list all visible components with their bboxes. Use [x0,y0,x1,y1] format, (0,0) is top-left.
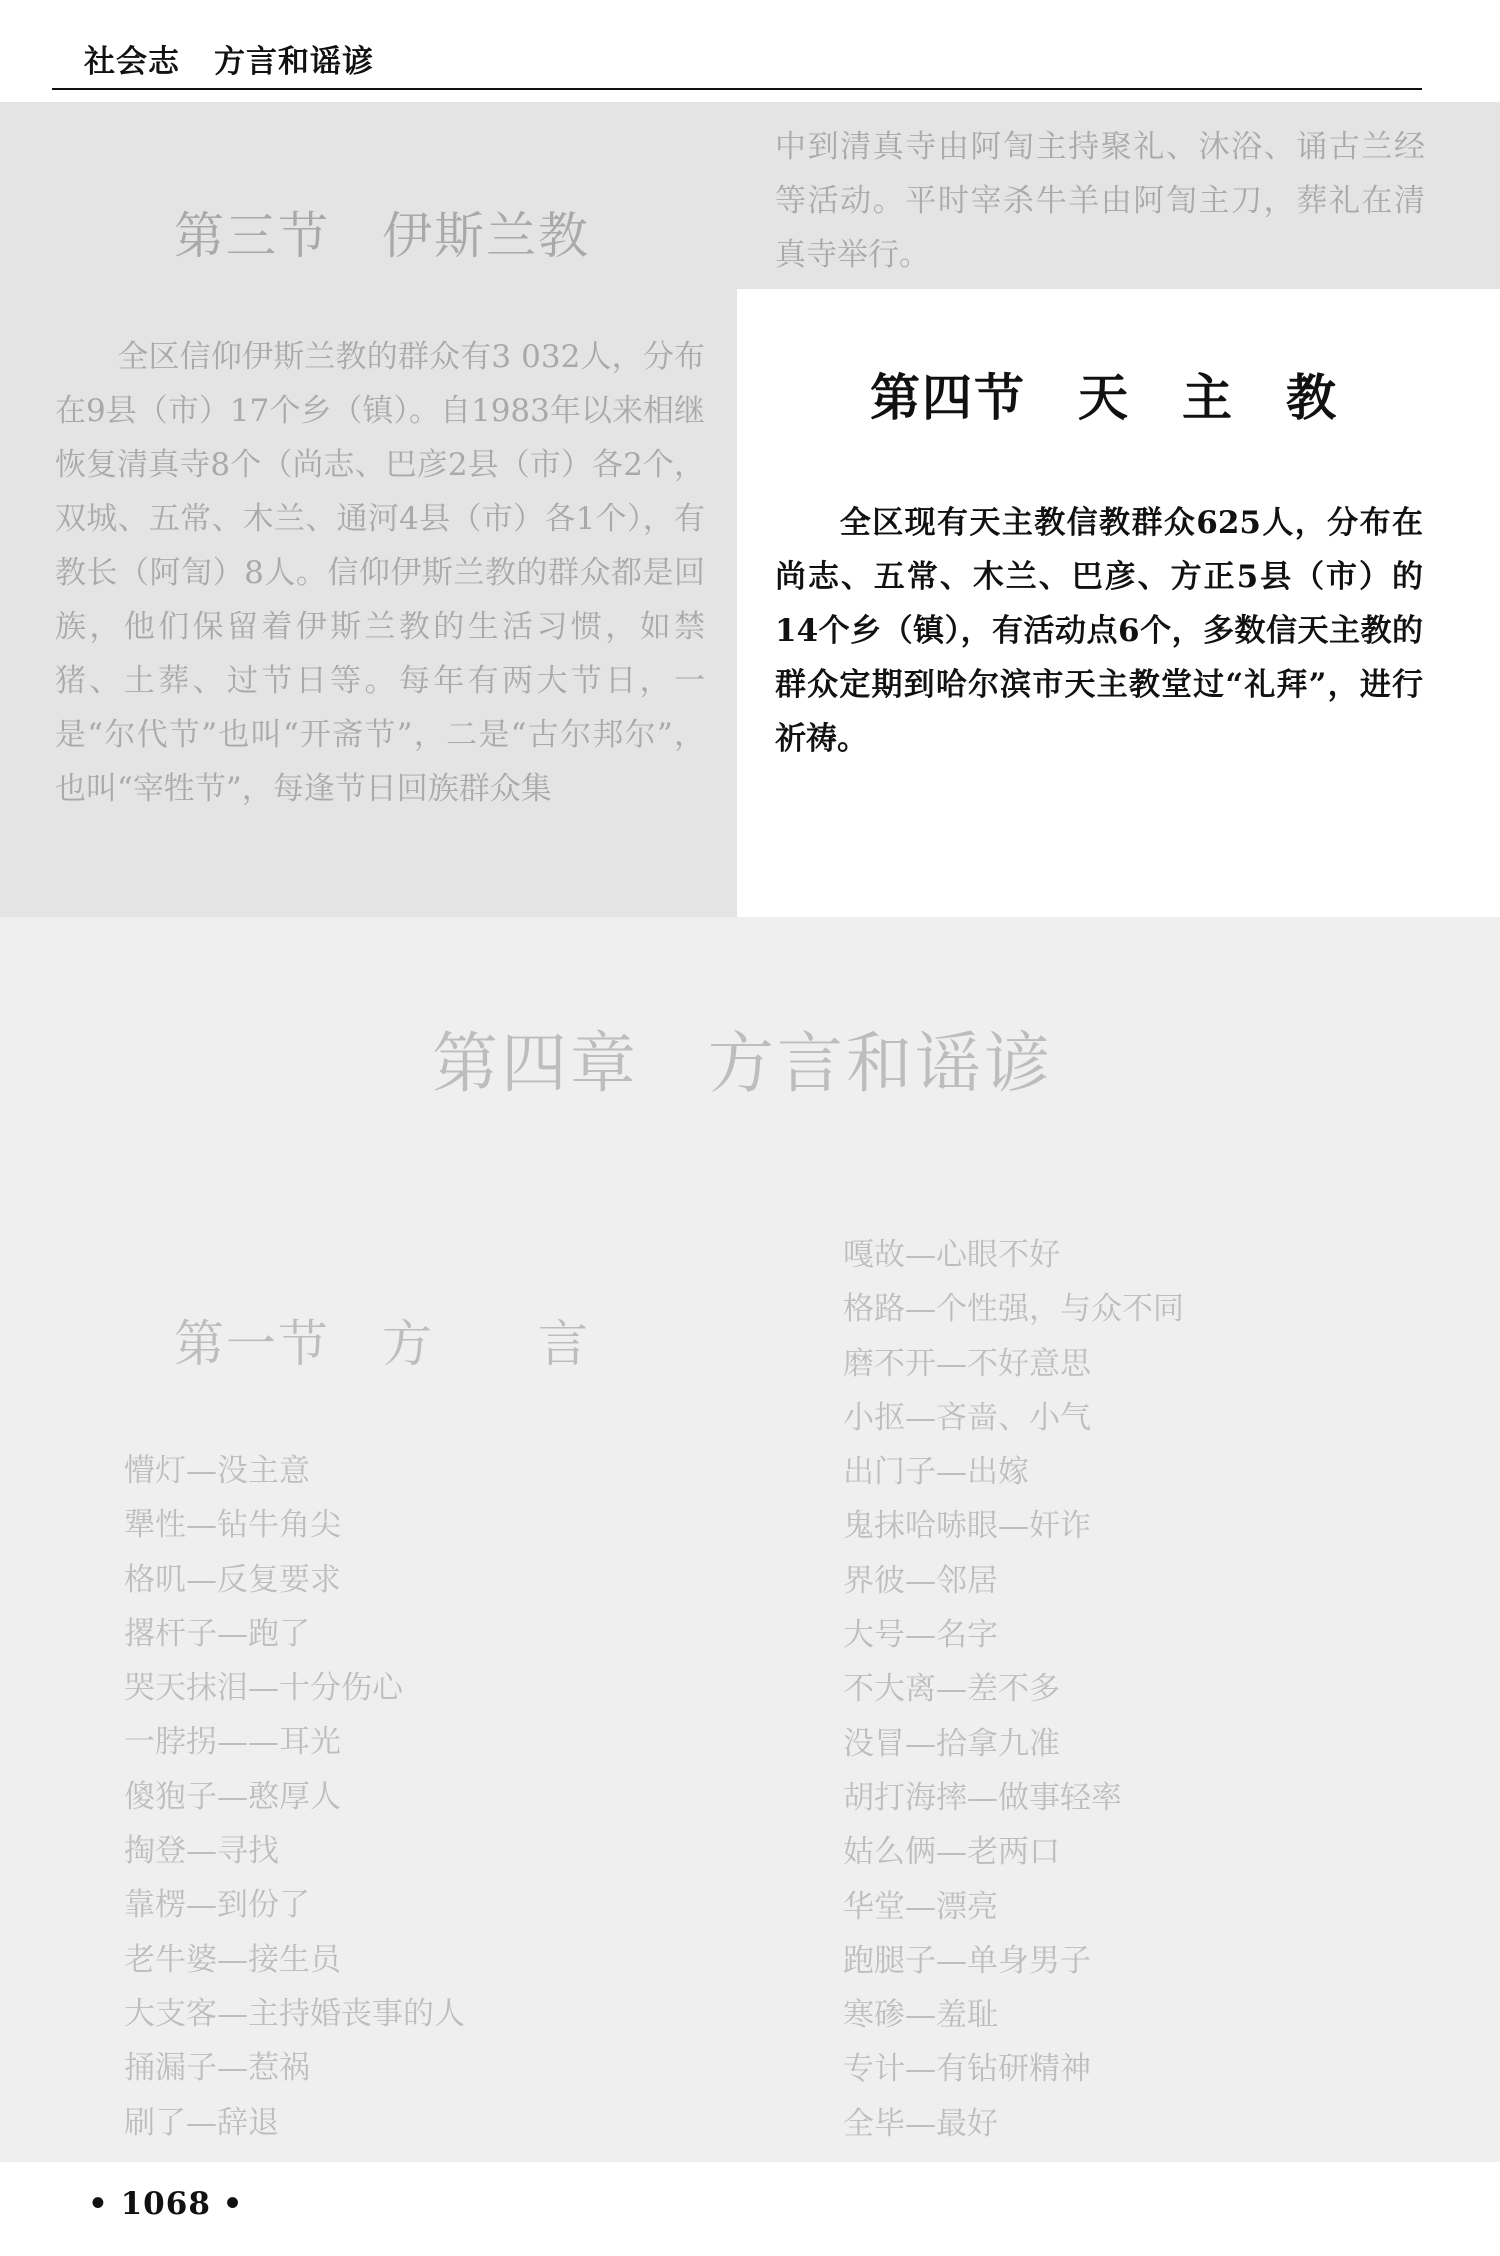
dialect-list-left [124,1444,465,2150]
dialect-entry: 犟性—钻牛角尖 [124,1507,341,1544]
section-body-catholic: 全区现有天主教信教群众625人，分布在尚志、五常、木兰、巴彦、方正5县（市）的14个乡（镇），有活动点6个，多数信天主教的群众定期到哈尔滨市天主教堂过“礼拜”，进行祈祷。 [775,505,1423,757]
dialect-entry: 哭天抹泪—十分伤心 [124,1670,403,1707]
dialect-entry: 跑腿子—单身男子 [843,1942,1091,1979]
dialect-entry: 磨不开—不好意思 [843,1345,1091,1382]
dialect-list-right [843,1228,1184,2151]
header-rule [52,88,1422,90]
dialect-entry: 大支客—主持婚丧事的人 [124,1995,465,2032]
running-header [84,36,374,81]
dialect-entry: 格路—个性强，与众不同 [843,1291,1184,1328]
dialect-entry: 胡打海摔—做事轻率 [843,1779,1122,1816]
dialect-entry: 全毕—最好 [843,2105,998,2142]
dialect-entry: 格叽—反复要求 [124,1561,341,1598]
dialect-entry: 小抠—吝啬、小气 [843,1399,1091,1436]
chapter-title: 第四章 方言和谣谚 [432,1025,1053,1102]
header-book-title: 社会志 [84,44,180,80]
header-chapter-title: 方言和谣谚 [214,44,374,80]
dialect-entry: 出门子—出嫁 [843,1454,1029,1491]
dialect-entry: 姑么俩—老两口 [843,1834,1060,1871]
section-body-islam-continuation: 中到清真寺由阿訇主持聚礼、沐浴、诵古兰经等活动。平时宰杀牛羊由阿訇主刀，葬礼在清真寺举行。 [775,129,1425,273]
dialect-entry: 大号—名字 [843,1617,998,1654]
dialect-entry: 捅漏子—惹祸 [124,2050,310,2087]
section-title-dialect: 第一节 方 言 [174,1315,590,1373]
section-body-islam: 全区信仰伊斯兰教的群众有3 032人，分布在9县（市）17个乡（镇）。自1983年以来相继恢复清真寺8个（尚志、巴彦2县（市）各2个，双城、五常、木兰、通河4县（市）各1个），有教长（阿訇）8人。信仰伊斯兰教的群众都是回族，他们保留着伊斯兰教的生活习惯，如禁猪、土葬、过节日等。每年有两大节日，一是“尔代节”也叫“开斋节”，二是“古尔邦尔”，也叫“宰牲节”，每逢节日回族群众集 [55,339,705,807]
dialect-entry: 懵灯—没主意 [124,1453,310,1489]
dialect-entry: 华堂—漂亮 [843,1888,998,1925]
dialect-entry: 傻狍子—憨厚人 [124,1778,341,1815]
dialect-entry: 靠楞—到份了 [124,1887,310,1924]
section-title-catholic: 第四节 天 主 教 [870,368,1338,427]
page-number: • 1068 • [88,2186,244,2222]
dialect-entry: 不大离—差不多 [843,1671,1060,1708]
dialect-entry: 专计—有钻研精神 [843,2051,1091,2088]
dialect-entry: 界彼—邻居 [843,1562,998,1599]
dialect-entry: 鬼抹哈哧眼—奸诈 [843,1508,1091,1545]
dialect-entry: 掏登—寻找 [124,1833,279,1870]
dialect-entry: 寒碜—羞耻 [843,1997,998,2034]
dialect-entry: 嘎故—心眼不好 [843,1237,1060,1273]
dialect-entry: 刷了—辞退 [124,2104,279,2141]
dialect-entry: 没冒—拾拿九准 [843,1725,1060,1762]
dialect-entry: 撂杆子—跑了 [124,1615,310,1652]
dialect-entry: 老牛婆—接生员 [124,1941,341,1978]
section-title-islam: 第三节 伊斯兰教 [174,207,590,265]
dialect-entry: 一脖拐——耳光 [124,1724,341,1761]
